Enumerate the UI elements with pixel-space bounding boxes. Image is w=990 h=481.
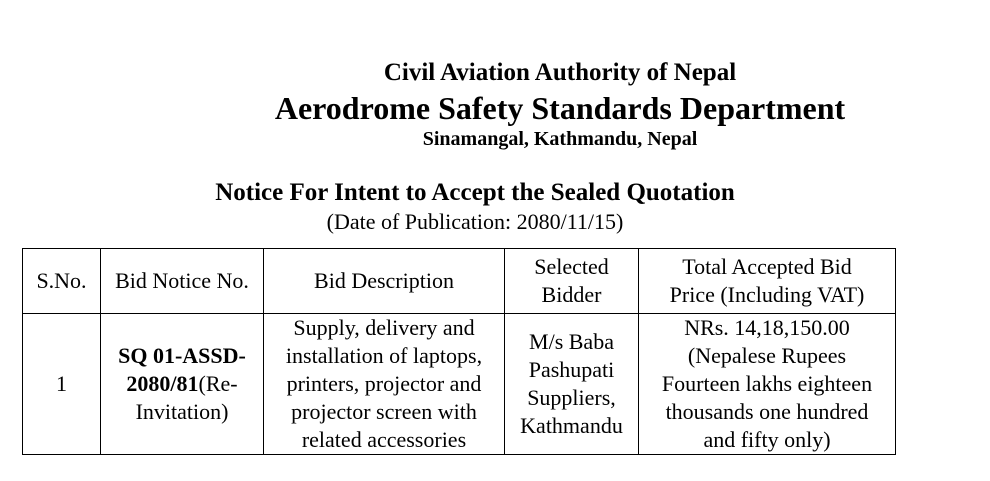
header-total-price-line2: Price (Including VAT) [669, 282, 865, 307]
header-total-price-line1: Total Accepted Bid [682, 254, 852, 279]
notice-title: Notice For Intent to Accept the Sealed Quotation [215, 179, 735, 206]
cell-bid-description [264, 314, 505, 455]
bid-notice-reinvitation-start: (Re- [198, 371, 238, 396]
publication-date: (Date of Publication: 2080/11/15) [326, 209, 624, 234]
price-line2: (Nepalese Rupees [687, 343, 847, 368]
bid-table [22, 248, 896, 455]
bidder-line1: M/s Baba [529, 329, 614, 354]
header-sno: S.No. [23, 249, 101, 314]
description-line1: Supply, delivery and [293, 315, 475, 340]
department-name: Aerodrome Safety Standards Department [274, 90, 846, 126]
bid-notice-line3: Invitation) [135, 399, 229, 424]
description-line3: printers, projector and [286, 371, 482, 396]
price-line4: thousands one hundred [665, 399, 869, 424]
cell-bid-notice-no [101, 314, 264, 455]
price-line3: Fourteen lakhs eighteen [661, 371, 873, 396]
organization-name: Civil Aviation Authority of Nepal [383, 59, 737, 86]
bid-notice-number-year: 2080/81 [126, 371, 199, 396]
description-line5: related accessories [301, 427, 467, 452]
header-selected-bidder-line2: Bidder [541, 282, 602, 307]
price-line5: and fifty only) [703, 427, 831, 452]
bidder-line2: Pashupati [528, 357, 615, 382]
bidder-line3: Suppliers, [527, 385, 616, 410]
cell-total-price [639, 314, 896, 455]
header-selected-bidder [505, 249, 639, 314]
bid-notice-line2 [105, 370, 259, 398]
header-bid-notice-no: Bid Notice No. [101, 249, 264, 314]
address: Sinamangal, Kathmandu, Nepal [422, 128, 698, 150]
header-bid-description: Bid Description [264, 249, 505, 314]
description-line4: projector screen with [291, 399, 477, 424]
bidder-line4: Kathmandu [520, 413, 623, 438]
header-total-price [639, 249, 896, 314]
bid-notice-line1: SQ 01-ASSD- [118, 343, 246, 368]
cell-sno: 1 [23, 314, 101, 455]
price-line1: NRs. 14,18,150.00 [684, 315, 850, 340]
table-row [23, 314, 896, 455]
header-selected-bidder-line1: Selected [534, 254, 609, 279]
cell-selected-bidder [505, 314, 639, 455]
table-header-row [23, 249, 896, 314]
description-line2: installation of laptops, [285, 343, 483, 368]
